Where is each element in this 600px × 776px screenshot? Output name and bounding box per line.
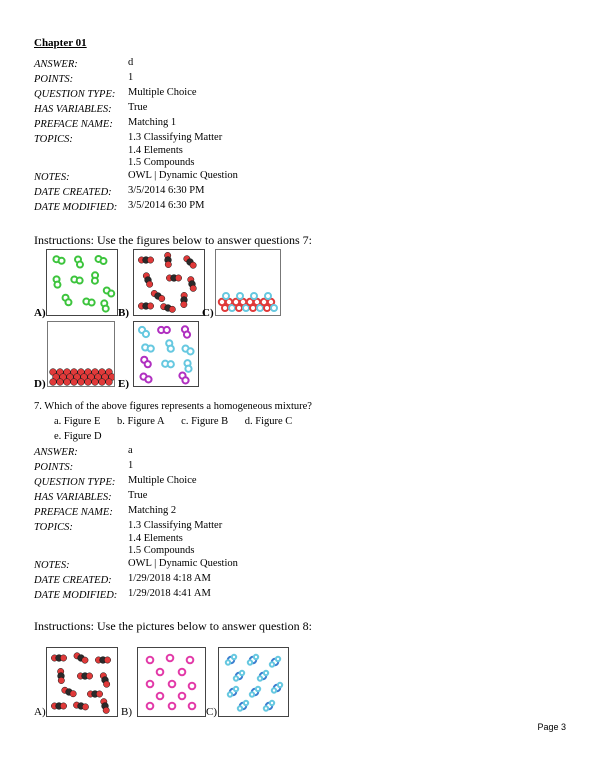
figure-1d-label: D) [34,378,46,390]
q6-meta-value-line: Multiple Choice [128,87,197,98]
q6-meta-row [34,200,238,215]
q6-meta-key: DATE MODIFIED: [34,201,118,213]
solid-atom [64,379,71,386]
q7-meta-row [34,505,238,520]
q6-meta-value-line: d [128,57,134,68]
q6-meta-value [128,57,133,72]
choice-a[interactable]: a. Figure E [54,416,101,427]
q6-meta-value-line: Matching 1 [128,117,177,128]
q7-meta-value-line: Matching 2 [128,505,177,516]
q7-meta-value [128,490,147,505]
q6-meta-row [34,72,238,87]
figure-1c-liquid [215,249,281,316]
liquid-atom [271,305,277,311]
pink-atom [189,703,196,710]
green-molecule-atom [77,278,83,284]
pink-atom [147,657,154,664]
q7-meta-value-line: 1.4 Elements [128,532,183,544]
mixed-molecule-atom [168,361,174,367]
mixed-molecule-atom [148,345,154,351]
triatomic-molecule-atom [146,281,152,287]
triatomic-molecule-atom [165,261,171,267]
blue-cluster-atom [248,660,252,664]
blue-cluster-atom [232,655,236,659]
blue-cluster-atom [270,662,274,666]
liquid-atom [223,293,229,299]
pink-atom [147,703,154,710]
q6-meta-value [128,117,176,132]
blue-cluster-atom [272,688,276,692]
q7-meta-value-line: 1/29/2018 4:41 AM [128,587,211,599]
figure-1d-solid [47,321,115,387]
triatomic-molecule-atom [82,657,88,663]
choice-e[interactable]: e. Figure D [54,431,102,442]
figure-1b-red-dark-molecules [133,249,205,316]
solid-atom [50,379,57,386]
pink-atom [169,681,176,688]
q7-meta-value-line: 1.3 Classifying Matter [128,520,223,531]
liquid-atom [250,305,256,311]
figure-1e-label: E) [118,378,129,390]
blue-cluster-atom [234,687,238,691]
blue-cluster-atom [254,655,258,659]
q6-meta-value [128,185,204,200]
pink-atom [179,693,186,700]
q7-meta-key: TOPICS: [34,522,73,533]
green-molecule-atom [77,262,83,268]
liquid-atom [222,305,228,311]
q7-meta-value [128,475,197,490]
pink-atom [147,681,154,688]
triatomic-molecule-atom [104,657,110,663]
q6-meta-row [34,185,238,200]
figure-2a-label: A) [34,706,46,718]
solid-atom [85,379,92,386]
q6-meta-value [128,132,222,170]
green-molecule-atom [100,258,106,264]
blue-cluster-atom [258,676,262,680]
pink-atom [179,669,186,676]
q6-meta-row [34,117,238,132]
triatomic-molecule-atom [82,704,88,710]
triatomic-molecule-atom [60,703,66,709]
q7-meta-row [34,588,238,603]
q6-meta-key: NOTES: [34,171,70,183]
q6-meta-key: TOPICS: [34,134,73,145]
q7-meta-row [34,520,238,558]
q7-meta-key: PREFACE NAME: [34,507,113,518]
green-molecule-atom [89,300,95,306]
q7-meta-key: POINTS: [34,462,74,473]
blue-cluster-atom [226,660,230,664]
green-molecule-atom [92,278,98,284]
q7-meta-value [128,573,211,588]
triatomic-molecule-atom [190,285,196,291]
q7-meta-key: QUESTION TYPE: [34,477,116,488]
question-7-text: 7. Which of the above figures represents a homogeneous mixture? [34,401,312,412]
blue-cluster-atom [264,671,268,675]
mixed-molecule-atom [185,366,191,372]
triatomic-molecule-atom [175,275,181,281]
liquid-atom [229,305,235,311]
question-6-metadata [34,57,238,215]
q7-meta-value [128,558,238,573]
q6-meta-value [128,102,147,117]
green-molecule-atom [54,282,60,288]
q6-meta-value-line: 1.4 Elements [128,144,183,156]
triatomic-molecule-atom [190,262,196,268]
q7-meta-key: ANSWER: [34,447,78,458]
q7-meta-value-line: OWL | Dynamic Question [128,557,238,569]
pink-atom [189,683,196,690]
q7-meta-value [128,588,211,603]
blue-cluster-atom [250,692,254,696]
choice-c[interactable]: c. Figure B [181,416,229,427]
liquid-atom [237,293,243,299]
q7-meta-key: HAS VARIABLES: [34,492,112,503]
blue-cluster-atom [276,657,280,661]
q6-meta-key: PREFACE NAME: [34,119,113,130]
q6-meta-key: ANSWER: [34,59,78,70]
pink-atom [167,655,174,662]
question-7-metadata [34,445,238,603]
question-7-choices-row2 [54,431,116,442]
green-molecule-atom [103,306,109,312]
pink-atom [169,703,176,710]
blue-cluster-atom [240,671,244,675]
solid-atom [78,379,85,386]
q7-meta-value-line: 1 [128,460,134,471]
liquid-atom [257,305,263,311]
q6-meta-row [34,132,238,170]
blue-cluster-atom [228,692,232,696]
q6-meta-key: POINTS: [34,74,74,85]
instructions-figures-2: Instructions: Use the pictures below to answer question 8: [34,619,312,633]
mixed-molecule-atom [187,348,193,354]
solid-atom [92,379,99,386]
q7-meta-value-line: 1/29/2018 4:18 AM [128,572,211,584]
liquid-atom [236,305,242,311]
solid-atom [57,379,64,386]
q7-meta-value [128,520,222,558]
q6-meta-value-line: 1 [128,72,134,83]
figure-2a-red-dark-molecules [46,647,118,717]
mixed-molecule-atom [168,346,174,352]
q6-meta-value [128,200,204,215]
choice-d[interactable]: d. Figure C [244,416,293,427]
choice-b[interactable]: b. Figure A [117,416,165,427]
q6-meta-key: DATE CREATED: [34,186,112,198]
chapter-heading: Chapter 01 [34,37,87,49]
liquid-atom [264,305,270,311]
triatomic-molecule-atom [147,257,153,263]
q7-meta-key: DATE CREATED: [34,574,112,586]
figure-2b-label: B) [121,706,132,718]
triatomic-molecule-atom [86,673,92,679]
q7-meta-row [34,490,238,505]
triatomic-molecule-atom [60,655,66,661]
q7-meta-value-line: True [128,490,148,501]
q7-meta-value-line: a [128,445,133,456]
solid-atom [99,379,106,386]
liquid-atom [265,293,271,299]
q7-meta-value [128,505,176,520]
blue-cluster-atom [238,706,242,710]
liquid-atom [251,293,257,299]
figure-2c-label: C) [206,706,217,718]
blue-cluster-atom [244,701,248,705]
mixed-molecule-atom [182,377,188,383]
q6-meta-value-line: 3/5/2014 6:30 PM [128,199,205,211]
q6-meta-value-line: 1.3 Classifying Matter [128,132,223,143]
page-number: Page 3 [537,722,566,732]
q6-meta-row [34,102,238,117]
green-molecule-atom [65,299,71,305]
triatomic-molecule-atom [70,691,76,697]
blue-cluster-atom [264,706,268,710]
liquid-atom [243,305,249,311]
triatomic-molecule-atom [58,677,64,683]
q7-meta-row [34,445,238,460]
q7-meta-key: DATE MODIFIED: [34,589,118,601]
triatomic-molecule-atom [96,691,102,697]
q6-meta-value-line: OWL | Dynamic Question [128,169,238,181]
q6-meta-value [128,72,133,87]
q7-meta-key: NOTES: [34,559,70,571]
pink-atom [157,693,164,700]
instructions-figures-1: Instructions: Use the figures below to answer questions 7: [34,233,312,247]
q6-meta-value-line: True [128,102,148,113]
q6-meta-value-line: 1.5 Compounds [128,157,195,168]
green-molecule-atom [108,291,114,297]
blue-cluster-atom [234,676,238,680]
figure-1b-label: B) [118,307,129,319]
q6-meta-row [34,170,238,185]
question-7-choices-row1 [54,416,306,427]
triatomic-molecule-atom [169,306,175,312]
q6-meta-value [128,170,238,185]
q6-meta-key: HAS VARIABLES: [34,104,112,115]
blue-cluster-atom [270,701,274,705]
q6-meta-value [128,87,197,102]
solid-atom [71,379,78,386]
triatomic-molecule-atom [103,707,109,713]
q7-meta-row [34,558,238,573]
figure-1a-label: A) [34,307,46,319]
mixed-molecule-atom [164,327,170,333]
mixed-molecule-atom [184,332,190,338]
pink-atom [157,669,164,676]
figure-1e-mixture [133,321,199,387]
figure-1c-label: C) [202,307,214,319]
triatomic-molecule-atom [159,295,165,301]
q6-meta-row [34,57,238,72]
mixed-molecule-atom [145,376,151,382]
q7-meta-value [128,445,133,460]
blue-cluster-atom [256,687,260,691]
q6-meta-value-line: 3/5/2014 6:30 PM [128,184,205,196]
q7-meta-row [34,573,238,588]
q7-meta-row [34,475,238,490]
mixed-molecule-atom [143,331,149,337]
blue-cluster-atom [278,683,282,687]
mixed-molecule-atom [145,361,151,367]
figure-2c-blue-molecules [218,647,289,717]
q7-meta-value [128,460,133,475]
triatomic-molecule-atom [103,681,109,687]
green-molecule-atom [59,258,65,264]
triatomic-molecule-atom [147,303,153,309]
figure-2b-pink-atoms [137,647,206,717]
q7-meta-row [34,460,238,475]
q7-meta-value-line: 1.5 Compounds [128,545,195,556]
figure-1a-green-molecules [46,249,118,316]
q6-meta-row [34,87,238,102]
triatomic-molecule-atom [181,301,187,307]
q6-meta-key: QUESTION TYPE: [34,89,116,100]
solid-atom [106,379,113,386]
q7-meta-value-line: Multiple Choice [128,475,197,486]
pink-atom [187,657,194,664]
